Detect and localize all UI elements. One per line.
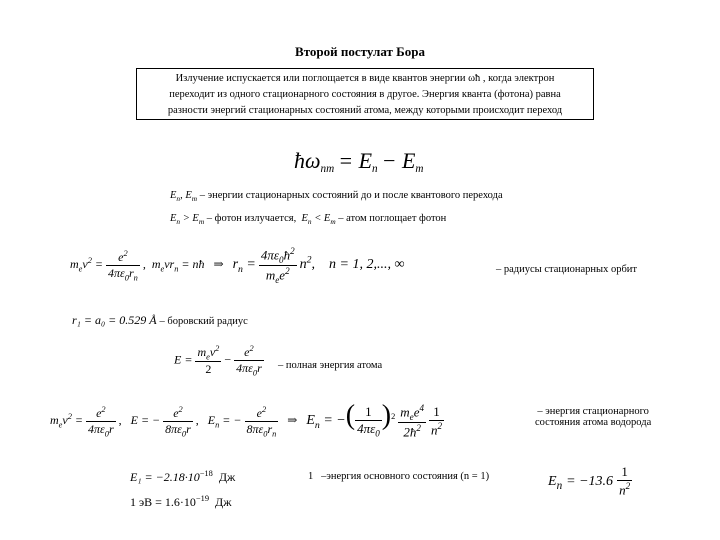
postulate-line-1: Излучение испускается или поглощается в виде квантов энергии ωħ , когда электрон [175,73,555,84]
radii-note: – радиусы стационарных орбит [496,264,637,275]
en-value: = −13.6 [566,473,614,489]
emission-text: – фотон излучается, [206,213,297,224]
ground-energy: E₁ = −2.18·10 [130,470,200,484]
ground-one: 1 [308,471,314,482]
bohr-radius [72,313,248,328]
absorption-text: – атом поглощает фотон [338,213,447,224]
en-denominator: n [619,482,626,498]
postulate-line-2: переходит из одного стационарного состояния в другое. Энергия кванта (фотона) равна [169,89,561,100]
radii-equations: $m_ev^2$ = $\frac{e^2}{4\pi\varepsilon_0r_n}$ , $m_evr_n$ = nħ ⇒ $r_n$ = $\frac{4\pi\varepsilon_0ħ^2}{m_ee^2}$ $n^2$, n = 1, 2,..., ∞ [70,246,405,285]
energy-m: − E [381,148,416,173]
ev-exponent: −19 [195,494,210,503]
hbar-omega: ħω [294,148,321,173]
photon-line: $E_n > E_m$ – фотон излучается, $E_n < E_m$ – атом поглощает фотон [170,213,447,227]
en-symbol: E [548,473,557,489]
ground-exponent: −18 [199,469,213,478]
postulate-box [136,68,594,120]
omega-subscript: nm [320,163,335,176]
bohr-radius-formula: r₁ = a₀ = 0.529 Å [72,313,157,327]
bohr-radius-note: – боровский радиус [159,316,248,327]
postulate-line-3: разности энергий стационарных состояний атома, между которыми происходит переход [167,105,563,116]
energies-line: $E_n$, $E_m$ – энергии стационарных состояний до и после квантового перехода [170,190,503,204]
en-formula: $E_n = -13.6$ $\frac{1}{n^2}$ [548,464,631,498]
energies-description: – энергии стационарных состояний до и после квантового перехода [199,190,503,201]
hydrogen-note-line-2: состояния атома водорода [535,417,652,428]
ev-unit: Дж [215,495,232,509]
main-equation: $ħ\omega_{nm} = E_n - E_m$ [294,148,424,176]
page-title: Второй постулат Бора [295,44,425,59]
hydrogen-note [535,406,651,428]
hydrogen-note-line-1: – энергия стационарного [537,406,649,417]
ground-note-wrap [308,471,489,482]
en-numerator: 1 [617,464,632,481]
energy-n: = E [338,148,373,173]
ground-state-line [130,469,235,485]
total-energy-note: – полная энергия атома [278,360,383,371]
ground-unit: Дж [218,470,236,484]
ev-conversion: 1 эВ = 1.6·10 [130,495,196,509]
hydrogen-equations: $m_ev^2$ = $\frac{e^2}{4\pi\varepsilon_0r}$ , E = − $\frac{e^2}{8\pi\varepsilon_0r}$ , $E_n$ = − $\frac{e^2}{8\pi\varepsilon_0r_n}$ ⇒ $E_n$ = −( $\frac{1}{4\pi\varepsilon_0}$ )$^2$ $\frac{m_ee^4}{2ħ^2}$ $\frac{1}{n^2}$ [50,400,443,439]
total-energy-eq: E = $\frac{m_ev^2}{2}$ − $\frac{e^2}{4\pi\varepsilon_0r}$ [174,344,262,378]
ev-line [130,494,232,510]
ground-note: –энергия основного состояния (n = 1) [321,471,490,482]
